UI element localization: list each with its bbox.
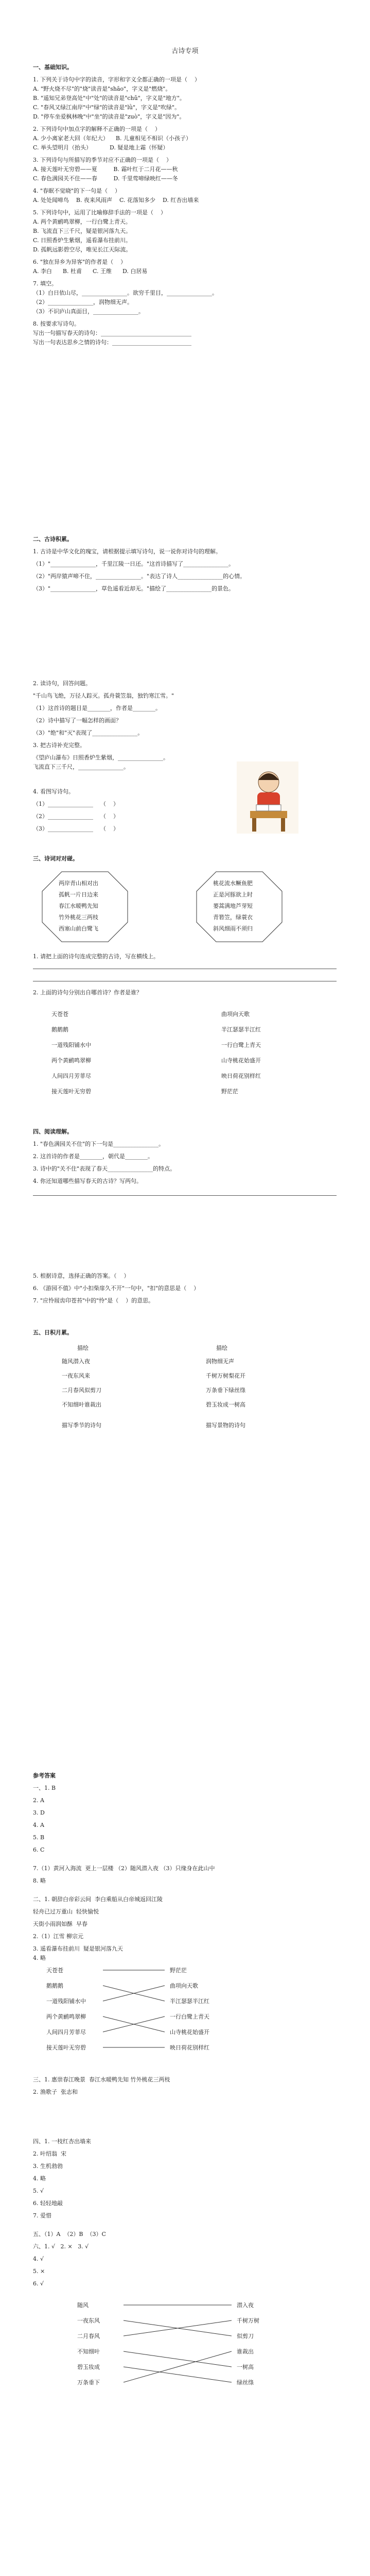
match-right-item: 谁裁出 [237,2348,254,2355]
poem-text: "千山鸟飞绝，万径人踪灭。孤舟蓑笠翁，独钓寒江雪。" [33,692,174,699]
option-text: A. 处处闻啼鸟 B. 夜来风雨声 C. 花落知多少 D. 红杏出墙来 [33,197,199,204]
poem-line: 千树万树梨花开 [206,1372,245,1379]
match-left-item: 一道残阳铺水中 [46,1998,86,2005]
match-right-item: 似剪刀 [237,2333,254,2340]
section-5-heading: 五、日积月累。 [33,1329,73,1336]
fill-text: 《望庐山瀑布》日照香炉生紫烟，________________。 [33,754,169,761]
answer-text: 4. √ [33,2256,44,2262]
option-text: D. 孤帆远影碧空尽，唯见长江天际流。 [33,246,132,253]
question-text: 1. "春色满园关不住"的下一句是________________。 [33,1141,165,1147]
match-left-item: 人间四月芳菲尽 [46,2029,86,2036]
option-text: C. 举头望明月（抬头） D. 疑是地上霜（怀疑） [33,144,169,151]
poem-line: 润物细无声 [206,1358,234,1365]
page-title: 古诗专项 [171,47,199,55]
match-left-item: 两个黄鹂鸣翠柳 [46,2013,86,2020]
answer-text: 五、（1）A （2）B （3）C [33,2231,106,2238]
fill-text: （2）________________ （ ） [33,813,119,820]
option-text: A. 少小离家老大回（年纪大） B. 儿童相见不相识（小孩子） [33,135,191,142]
fill-text: （2）"两岸猿声啼不住，________________。"表达了诗人________________的心情。 [33,573,246,580]
question-text: 3. 下列诗句与所描写的季节对应不正确的一项是（ ） [33,157,172,163]
answer-text: 6. √ [33,2280,44,2287]
answer-matching [46,1963,324,2066]
fill-text: （1）白日依山尽，________________。欲穷千里目，________________。 [33,290,218,296]
option-text: D. "停车坐爱枫林晚"中"坐"的读音是"zuò"，字义是"因为"。 [33,113,185,120]
octagon-right [196,871,283,943]
match-left-item: 接天莲叶无穷碧 [51,1088,91,1095]
answer-text: 7. 爱惜 [33,2212,51,2219]
answer-text: 5. × [33,2268,45,2275]
match-right-item: 潜入夜 [237,2302,254,2309]
child-reading-illustration [237,761,298,834]
match-left-item: 一道残阳铺水中 [51,1042,91,1048]
matching-exercise [51,1010,319,1108]
match-right-item: 半江瑟瑟半江红 [221,1026,261,1033]
question-text: 7. 填空。 [33,280,57,287]
match-right-item: 野茫茫 [170,1967,187,1974]
octagon-line: 桃花流水鳜鱼肥 [213,880,253,887]
question-text: 6. 《游园不值》中"小扣柴扉久不开"一句中，"扣"的意思是（ ） [33,1285,200,1292]
octagon-line: 蒌蒿满地芦芽短 [213,903,253,909]
question-text: 3. 诗中的"关不住"表现了春天________________的特点。 [33,1165,176,1172]
question-text: 1. 下列关于诗句中字的读音，字形和字义全都正确的一项是（ ） [33,76,200,83]
answer-text: 5. B [33,1834,45,1841]
option-text: C. "春风又绿江南岸"中"绿"的读音是"lǜ"，字义是"吹绿"。 [33,104,181,111]
fill-text: （2）________________，润物细无声。 [33,299,133,306]
match-left-item: 天苍苍 [51,1011,68,1018]
octagon-line: 两岸青山相对出 [59,880,98,887]
fill-text: （1）"________________，千里江陵一日还。"这首诗描写了________________。 [33,561,235,567]
question-text: 8. 按要求写诗句。 [33,320,80,327]
fill-text: （2）诗中描写了一幅怎样的画面？ [33,717,121,724]
match-lines-2 [77,2287,319,2416]
section-3-heading: 三、诗词对对碰。 [33,855,78,862]
option-text: A. 接天莲叶无穷碧——夏 B. 霜叶红于二月花——秋 [33,166,178,173]
question-text: 2. 读诗句，回答问题。 [33,680,91,687]
match-right-item: 曲项向天歌 [221,1011,250,1018]
octagon-line: 斜风细雨不须归 [213,925,253,932]
fill-text: 写出一句描写春天的诗句：________________________________ [33,330,191,336]
match-right-item: 山寺桃花始盛开 [170,2029,209,2036]
answer-text: 一、1. B [33,1785,56,1791]
option-text: A. 李白 B. 杜甫 C. 王维 D. 白居易 [33,268,148,275]
fill-text: （3）"绝"和"灭"表现了________________。 [33,730,144,736]
match-right-item: 山寺桃花始盛开 [221,1057,261,1064]
match-right-item: 映日荷花别样红 [221,1073,261,1079]
answer-text: 2. 渔歌子 张志和 [33,2089,78,2095]
fill-text: （1）________________ （ ） [33,801,119,807]
option-text: A. "野火烧不尽"的"烧"读音是"shāo"，字义是"燃烧"。 [33,86,171,92]
match-right-item: 曲项向天歌 [170,1982,198,1989]
answer-matching-2 [77,2287,319,2416]
poem-line: 不知细叶谁裁出 [62,1401,101,1408]
octagon-line: 正是河豚欲上时 [213,891,253,898]
match-left-item: 万条垂下 [77,2379,100,2386]
poem-line: 随风潜入夜 [62,1358,90,1365]
question-text: 4. 你还知道哪些描写春天的古诗？写两句。 [33,1178,142,1184]
answer-text: 4. 略 [33,2175,46,2182]
match-right-item: 野茫茫 [221,1088,238,1095]
match-right-item: 一行白鹭上青天 [170,2013,209,2020]
fill-text: （3）"________________，草色遥看近却无。"描绘了________________的景色。 [33,585,235,592]
match-left-item: 人间四月芳菲尽 [51,1073,91,1079]
answer-text: 天街小雨润如酥 早春 [33,1921,87,1927]
match-right-item: 千树万树 [237,2317,259,2324]
match-right-item: 半江瑟瑟半江红 [170,1998,209,2005]
fill-text: （3）________________ （ ） [33,825,119,832]
question-text: 1. 古诗是中华文化的瑰宝，请根据提示填写诗句，说一说你对诗句的理解。 [33,548,221,555]
match-left-item: 二月春风 [77,2333,100,2340]
option-text: C. 日照香炉生紫烟，遥看瀑布挂前川。 [33,237,132,244]
match-left-item: 天苍苍 [46,1967,63,1974]
option-text: A. 两个黄鹂鸣翠柳，一行白鹭上青天。 [33,218,131,225]
answer-text: 2. A [33,1797,44,1804]
column-header: 描绘 [216,1345,227,1351]
answer-text: 3. 遥看瀑布挂前川 疑是银河落九天 [33,1945,123,1952]
option-text: C. 春色满园关不住——春 D. 千里莺啼绿映红——冬 [33,175,178,182]
answer-text: 6. 轻轻地敲 [33,2200,63,2207]
question-text: 2. 上面的诗句分别出自哪首诗？作者是谁？ [33,989,142,996]
question-text: 6. "独在异乡为异客"的作者是（ ） [33,259,127,265]
fill-text: （3）不识庐山真面目，________________。 [33,308,144,315]
answer-text: 3. D [33,1809,45,1816]
octagon-title: 描写季节的诗句 [62,1422,101,1429]
answer-text: 6. C [33,1846,45,1853]
octagon-line: 西塞山前白鹭飞 [59,925,98,932]
answer-text: 7.（1）黄河入海流 更上一层楼 （2）随风潜入夜 （3）只缘身在此山中 [33,1865,215,1872]
poem-line: 万条垂下绿丝绦 [206,1387,245,1394]
answer-text: 2. 叶绍翁 宋 [33,2150,66,2157]
fill-text: 写出一句表达思乡之情的诗句：____________________________ [33,339,191,346]
answer-text: 3. 生机勃勃 [33,2163,63,2170]
octagon-line: 孤帆一片日边来 [59,891,98,898]
answer-text: 4. 略 [33,1955,46,1961]
answer-text: 六、1. √ 2. × 3. √ [33,2243,89,2250]
octagon-line: 春江水暖鸭先知 [59,903,98,909]
answers-heading: 参考答案 [33,1772,56,1779]
match-left-item: 一夜东风 [77,2317,100,2324]
octagon-line: 青箬笠，绿蓑衣 [213,914,253,921]
match-left-item: 接天莲叶无穷碧 [46,2044,86,2051]
match-right-item: 映日荷花别样红 [170,2044,209,2051]
poem-line: 碧玉妆成一树高 [206,1401,245,1408]
question-text: 4. 看图写诗句。 [33,788,74,795]
question-text: 7. "应怜屐齿印苍苔"中的"怜"是（ ）的意思。 [33,1297,154,1304]
question-text: 5. 根据诗意，选择正确的答案。（ ） [33,1273,130,1279]
option-text: B. "遥知兄弟登高处"中"处"的读音是"chǔ"，字义是"地方"。 [33,95,185,101]
answer-text: 四、1. 一枝红杏出墙来 [33,2138,91,2145]
fill-text: 飞流直下三千尺，________________。 [33,764,129,770]
match-left-item: 鹅鹅鹅 [46,1982,63,1989]
fill-text: （1）这首诗的题目是________，作者是________。 [33,705,161,711]
match-left-item: 两个黄鹂鸣翠柳 [51,1057,91,1064]
octagon-line: 竹外桃花三两枝 [59,914,98,921]
answer-line [33,1195,337,1196]
section-1-heading: 一、基础知识。 [33,64,73,71]
question-text: 4. "春眠不觉晓"的下一句是（ ） [33,188,121,194]
question-text: 3. 把古诗补充完整。 [33,742,85,749]
answer-text: 轻舟已过万重山 轻快愉悦 [33,1908,99,1915]
match-right-item: 一行白鹭上青天 [221,1042,261,1048]
match-left-item: 不知细叶 [77,2348,100,2355]
option-text: B. 飞流直下三千尺，疑是银河落九天。 [33,228,132,234]
match-left-item: 碧玉妆成 [77,2364,100,2370]
match-right-item: 一树高 [237,2364,254,2370]
column-header: 描绘 [77,1345,89,1351]
question-text: 2. 下列诗句中加点字的解释不正确的一项是（ ） [33,126,161,132]
poem-line: 二月春风似剪刀 [62,1387,101,1394]
answer-text: 4. A [33,1822,44,1828]
poem-line: 一夜东风来 [62,1372,90,1379]
answer-text: 2.（1）江雪 柳宗元 [33,1933,83,1940]
octagon-left [41,871,129,943]
match-right-item: 绿丝绦 [237,2379,254,2386]
answer-text: 5. √ [33,2188,44,2194]
answer-text: 二、1. 朝辞白帝彩云间 李白乘船从白帝城返回江陵 [33,1896,163,1903]
match-left-item: 鹅鹅鹅 [51,1026,68,1033]
octagon-title: 描写景物的诗句 [206,1422,245,1429]
answer-text: 8. 略 [33,1877,46,1884]
question-text: 1. 请把上面的诗句连成完整的古诗，写在横线上。 [33,953,159,960]
section-4-heading: 四、阅读理解。 [33,1128,73,1135]
question-text: 2. 这首诗的作者是________，朝代是________。 [33,1153,153,1160]
match-left-item: 随风 [77,2302,89,2309]
answer-text: 三、1. 惠崇春江晚景 春江水暖鸭先知 竹外桃花三两枝 [33,2076,170,2083]
question-text: 5. 下列诗句中，运用了比喻修辞手法的一项是（ ） [33,209,166,216]
section-2-heading: 二、古诗积累。 [33,536,73,543]
